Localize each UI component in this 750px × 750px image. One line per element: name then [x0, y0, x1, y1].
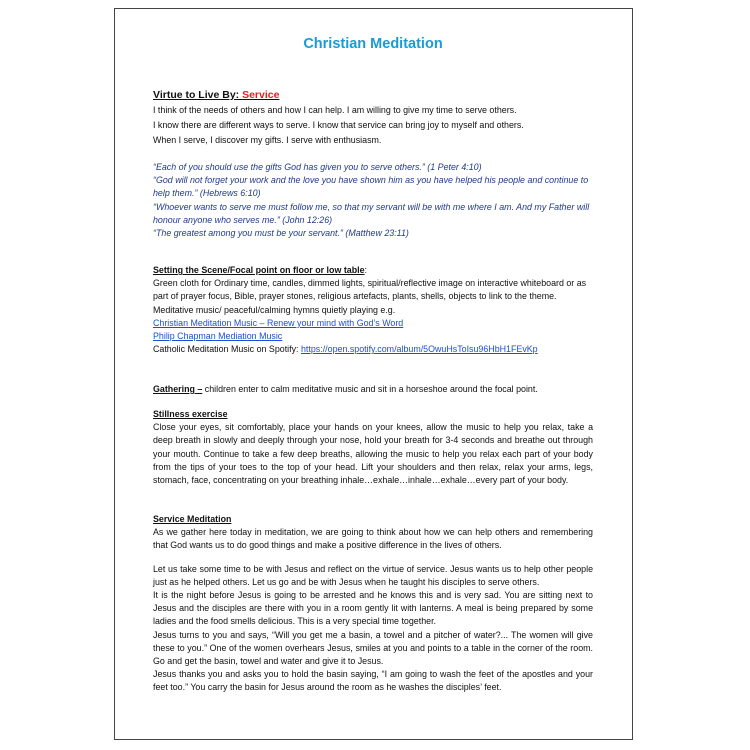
virtue-word: Service: [242, 89, 280, 101]
virtue-line: I think of the needs of others and how I can help. I am willing to give my time to serve others.: [153, 105, 517, 115]
service-section: [153, 513, 593, 695]
service-heading: Service Meditation: [153, 514, 232, 524]
scene-heading: Setting the Scene/Focal point on floor or low table: [153, 265, 365, 275]
scene-description: Green cloth for Ordinary time, candles, dimmed lights, spiritual/reflective image on interactive whiteboard or as part of prayer focus, Bible, prayer stones, religious artefacts, plants, shells, objects to link to the theme.: [153, 278, 587, 302]
scripture-quote: “Whoever wants to serve me must follow me, so that my servant will be with me where I am. And my Father will honour anyone who serves me.” (John 12:26): [153, 201, 590, 225]
service-paragraph: It is the night before Jesus is going to be arrested and he knows this and is very sad. You are sitting next to Jesus and the disciples are there with you in a room gently lit with lanterns. A meal is being prepared by some ladies and the food smells delicious. This is a very special time together.: [153, 590, 593, 627]
gathering-section: [153, 383, 593, 396]
service-paragraph: As we gather here today in meditation, we are going to think about how we can help others and remembering that God wants us to do good things and make a positive difference in the lives of others.: [153, 527, 593, 551]
spotify-link[interactable]: https://open.spotify.com/album/5OwuHsToIsu96HbH1FEvKp: [301, 344, 538, 355]
stillness-section: [153, 408, 593, 487]
scene-heading-suffix: :: [364, 265, 367, 275]
spotify-label: Catholic Meditation Music on Spotify:: [153, 344, 301, 355]
virtue-heading: [153, 88, 593, 102]
gathering-heading: Gathering –: [153, 384, 203, 394]
music-intro: Meditative music/ peaceful/calming hymns quietly playing e.g.: [153, 304, 396, 315]
scripture-quotes: [153, 161, 593, 240]
scripture-quote: “God will not forget your work and the love you have shown him as you have helped his people and continue to help them.” (Hebrews 6:10): [153, 175, 589, 199]
stillness-text: Close your eyes, sit comfortably, place your hands on your knees, allow the music to help you relax, take a deep breath in slowly and deeply through your nose, hold your breath for 3-4 seconds and breathe out through your mouth. Continue to take a few deep breaths, allowing the music to help you relax each part of your body from the tips of your toes to the top of your head. Lift your shoulders and then relax, relax your arms, legs, stomach, face, concentrating on your breathing inhale…exhale…inhale…exhale…every part of your body.: [153, 422, 593, 486]
gathering-text: children enter to calm meditative music and sit in a horseshoe around the focal point.: [202, 384, 538, 394]
scene-section: [153, 264, 593, 356]
christian-meditation-music-link[interactable]: Christian Meditation Music – Renew your mind with God’s Word: [153, 317, 404, 328]
virtue-line: I know there are different ways to serve. I know that service can bring joy to myself and others.: [153, 120, 524, 131]
service-paragraph: Let us take some time to be with Jesus and reflect on the virtue of service. Jesus wants us to help other people just as he helped others. Let us go and be with Jesus when he taught his disciples to serve others.: [153, 563, 593, 587]
service-paragraph: Jesus thanks you and asks you to hold the basin saying, “I am going to wash the feet of the apostles and your feet too.” You carry the basin for Jesus around the room as he washes the disciples’ feet.: [153, 669, 593, 693]
virtue-line: When I serve, I discover my gifts. I serve with enthusiasm.: [153, 135, 382, 146]
virtue-heading-prefix: Virtue to Live By:: [153, 89, 243, 101]
virtue-section: [153, 88, 593, 148]
scripture-quote: “The greatest among you must be your servant.” (Matthew 23:11): [153, 228, 409, 239]
stillness-heading: Stillness exercise: [153, 409, 228, 419]
scripture-quote: “Each of you should use the gifts God has given you to serve others.” (1 Peter 4:10): [153, 162, 482, 172]
service-paragraph: Jesus turns to you and says, “Will you get me a basin, a towel and a pitcher of water?... The women will give these to you.” One of the women overhears Jesus, smiles at you and points to a table in the corner of the room. Go and get the basin, towel and water and give it to Jesus.: [153, 629, 593, 667]
philip-chapman-music-link[interactable]: Philip Chapman Mediation Music: [153, 331, 283, 342]
page-title: Christian Meditation: [303, 36, 443, 52]
document-page: [114, 8, 633, 740]
